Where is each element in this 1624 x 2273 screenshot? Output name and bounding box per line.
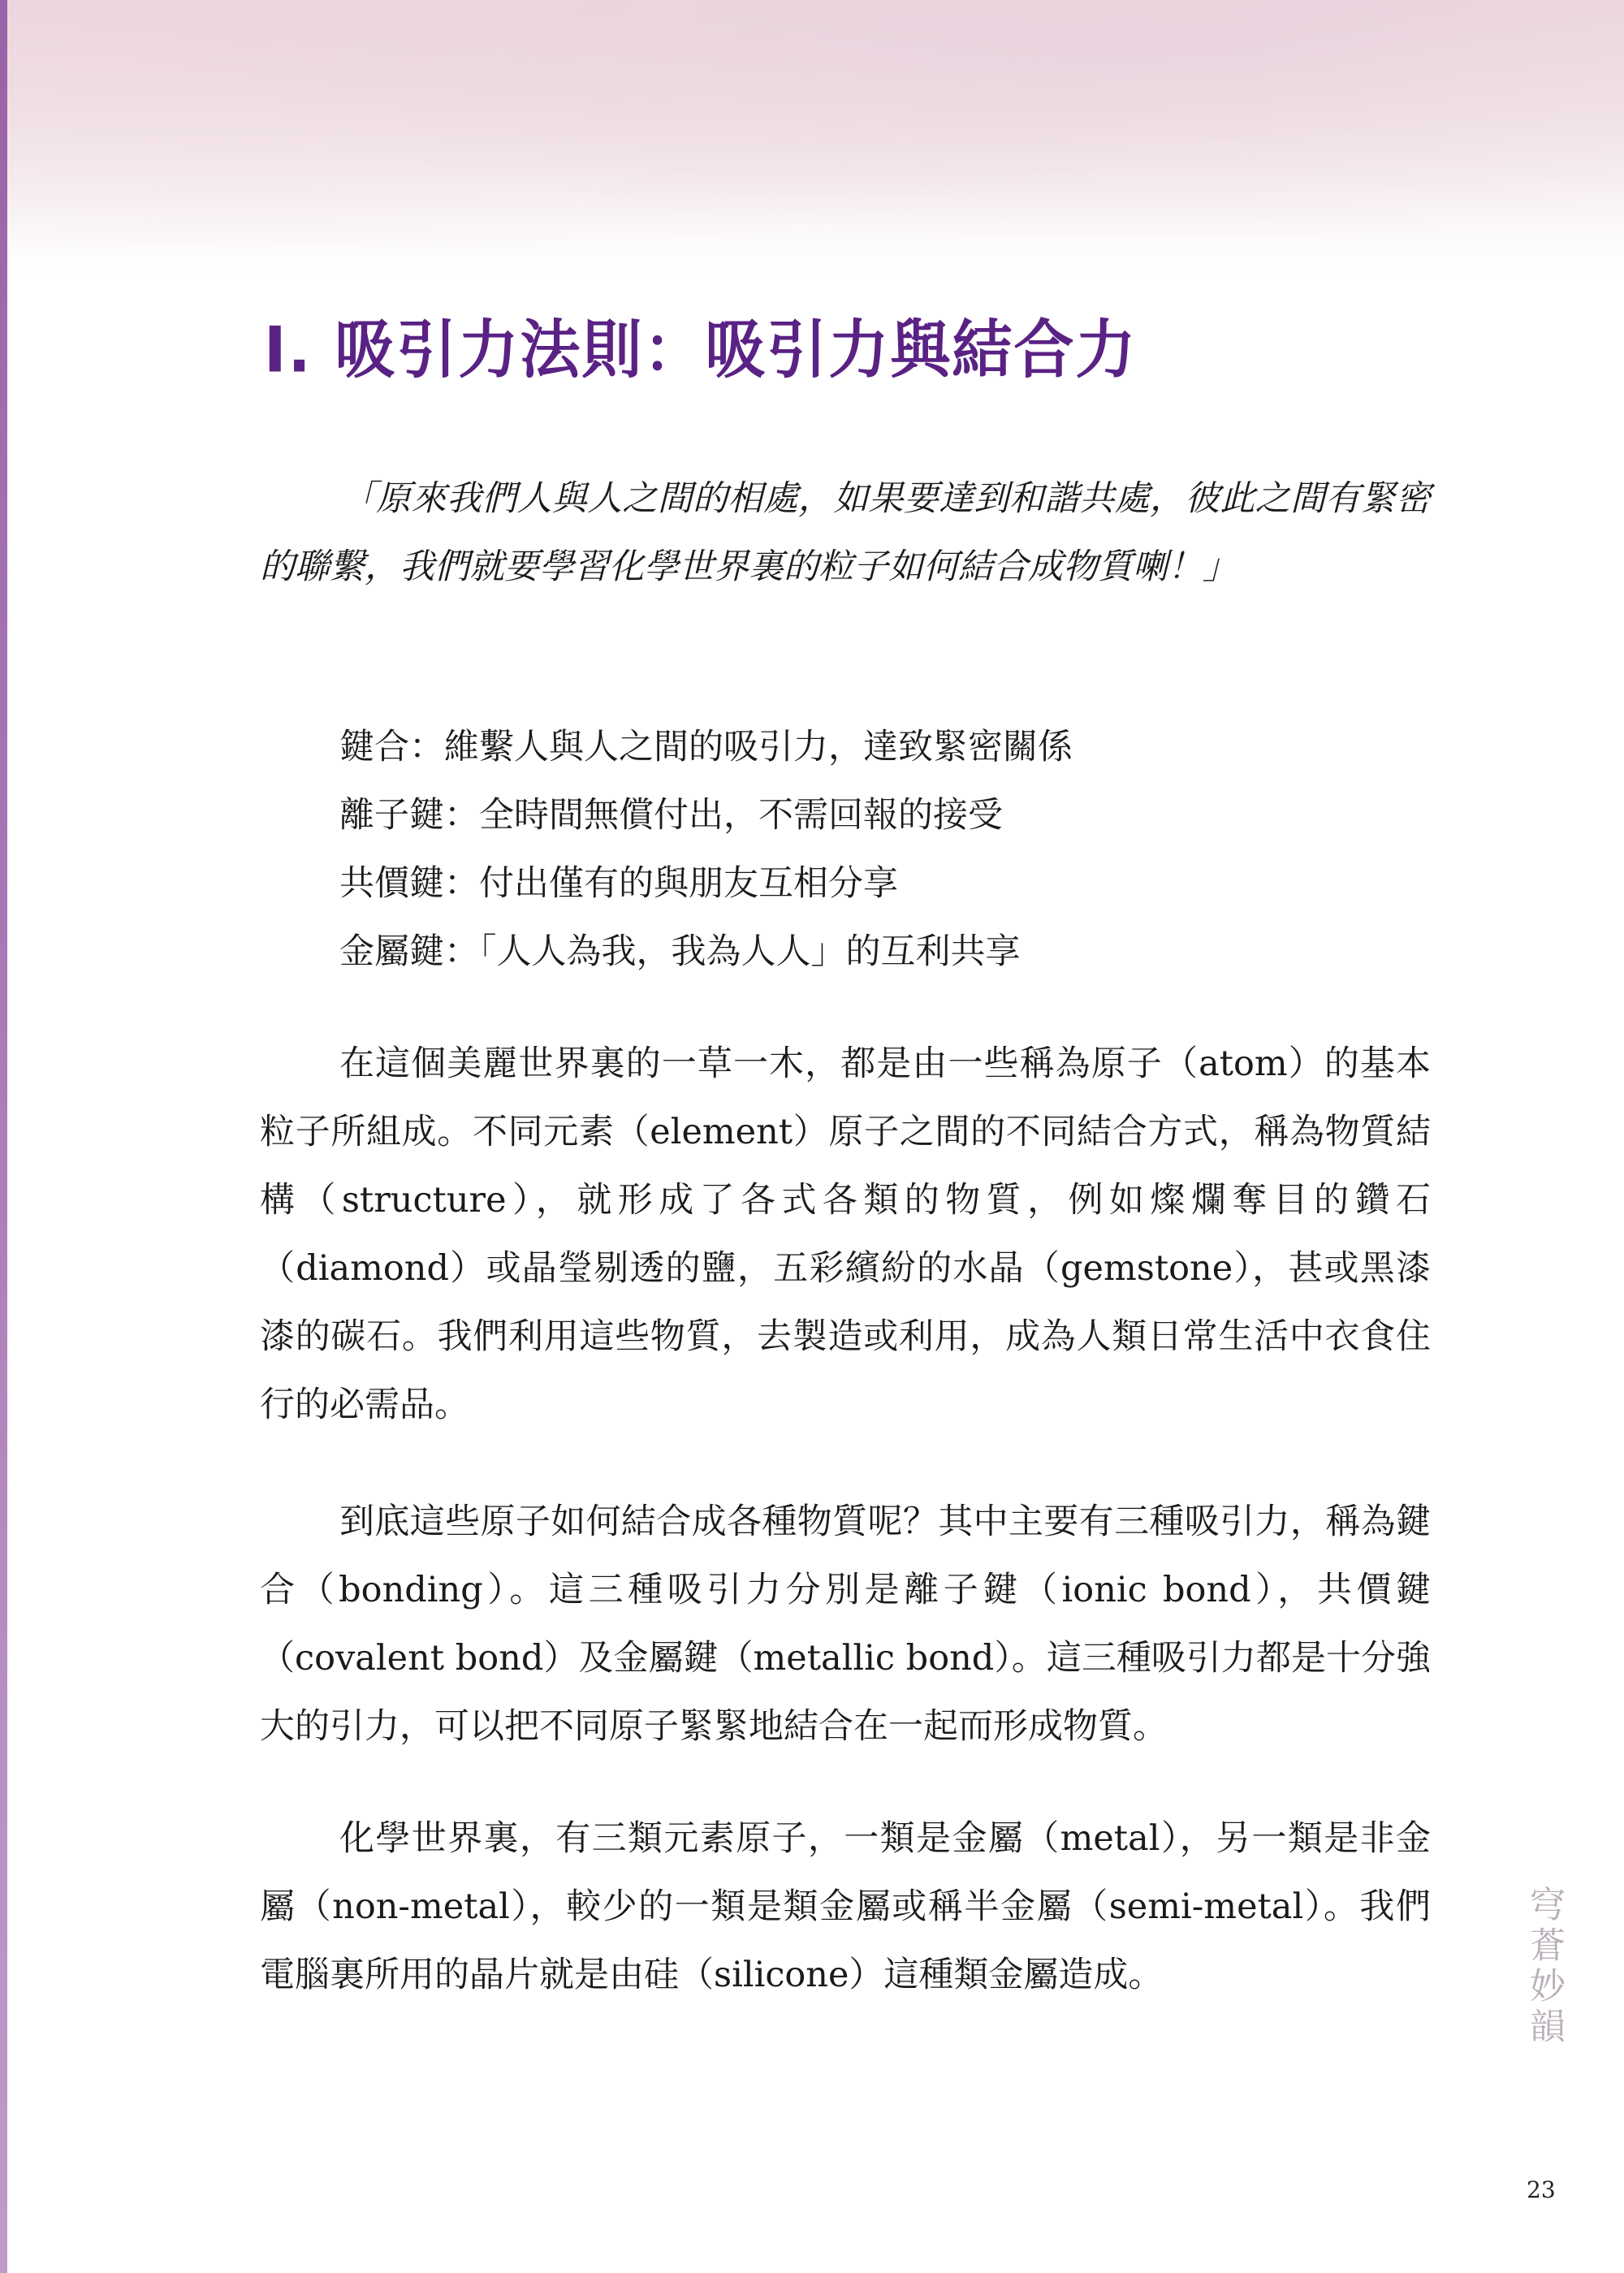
body-paragraph-element-types: 化學世界裏，有三類元素原子，一類是金屬（metal），另一類是非金屬（non-metal），較少的一類是類金屬或稱半金屬（semi-metal）。我們電腦裏所用的晶片就是由硅（silicone）這種類金屬造成。 [260,1818,1431,1995]
header-background [0,0,1624,276]
bond-definition-bonding: 鍵合：維繫人與人之間的吸引力，達致緊密關係 [339,727,1073,767]
page-spine-bar [0,0,7,2273]
bond-definition-list [339,713,1073,986]
body-paragraph-bonding: 到底這些原子如何結合成各種物質呢？其中主要有三種吸引力，稱為鍵合（bonding）。這三種吸引力分別是離子鍵（ionic bond），共價鍵（covalent bond）及金屬鍵（metallic bond）。這三種吸引力都是十分強大的引力，可以把不同原子緊緊地結合在一起而形成物質。 [260,1502,1431,1747]
book-title-vertical: 穹蒼妙韻 [1523,1886,1565,2048]
opening-quote: 「原來我們人與人之間的相處，如果要達到和諧共處，彼此之間有緊密的聯繫，我們就要學習化學世界裏的粒子如何結合成物質喇！」 [260,478,1431,587]
bond-definition-metallic: 金屬鍵：「人人為我，我為人人」的互利共享 [339,931,1021,972]
page-number: 23 [1527,2176,1556,2203]
page-title: I. 吸引力法則：吸引力與結合力 [264,313,1138,387]
bond-definition-covalent: 共價鍵：付出僅有的與朋友互相分享 [339,863,898,904]
body-paragraph-atoms: 在這個美麗世界裏的一草一木，都是由一些稱為原子（atom）的基本粒子所組成。不同元素（element）原子之間的不同結合方式，稱為物質結構（structure），就形成了各式各類的物質，例如燦爛奪目的鑽石（diamond）或晶瑩剔透的鹽，五彩繽紛的水晶（gemstone），甚或黑漆漆的碳石。我們利用這些物質，去製造或利用，成為人類日常生活中衣食住行的必需品。 [260,1044,1431,1425]
bond-definition-ionic: 離子鍵：全時間無償付出，不需回報的接受 [339,795,1003,836]
